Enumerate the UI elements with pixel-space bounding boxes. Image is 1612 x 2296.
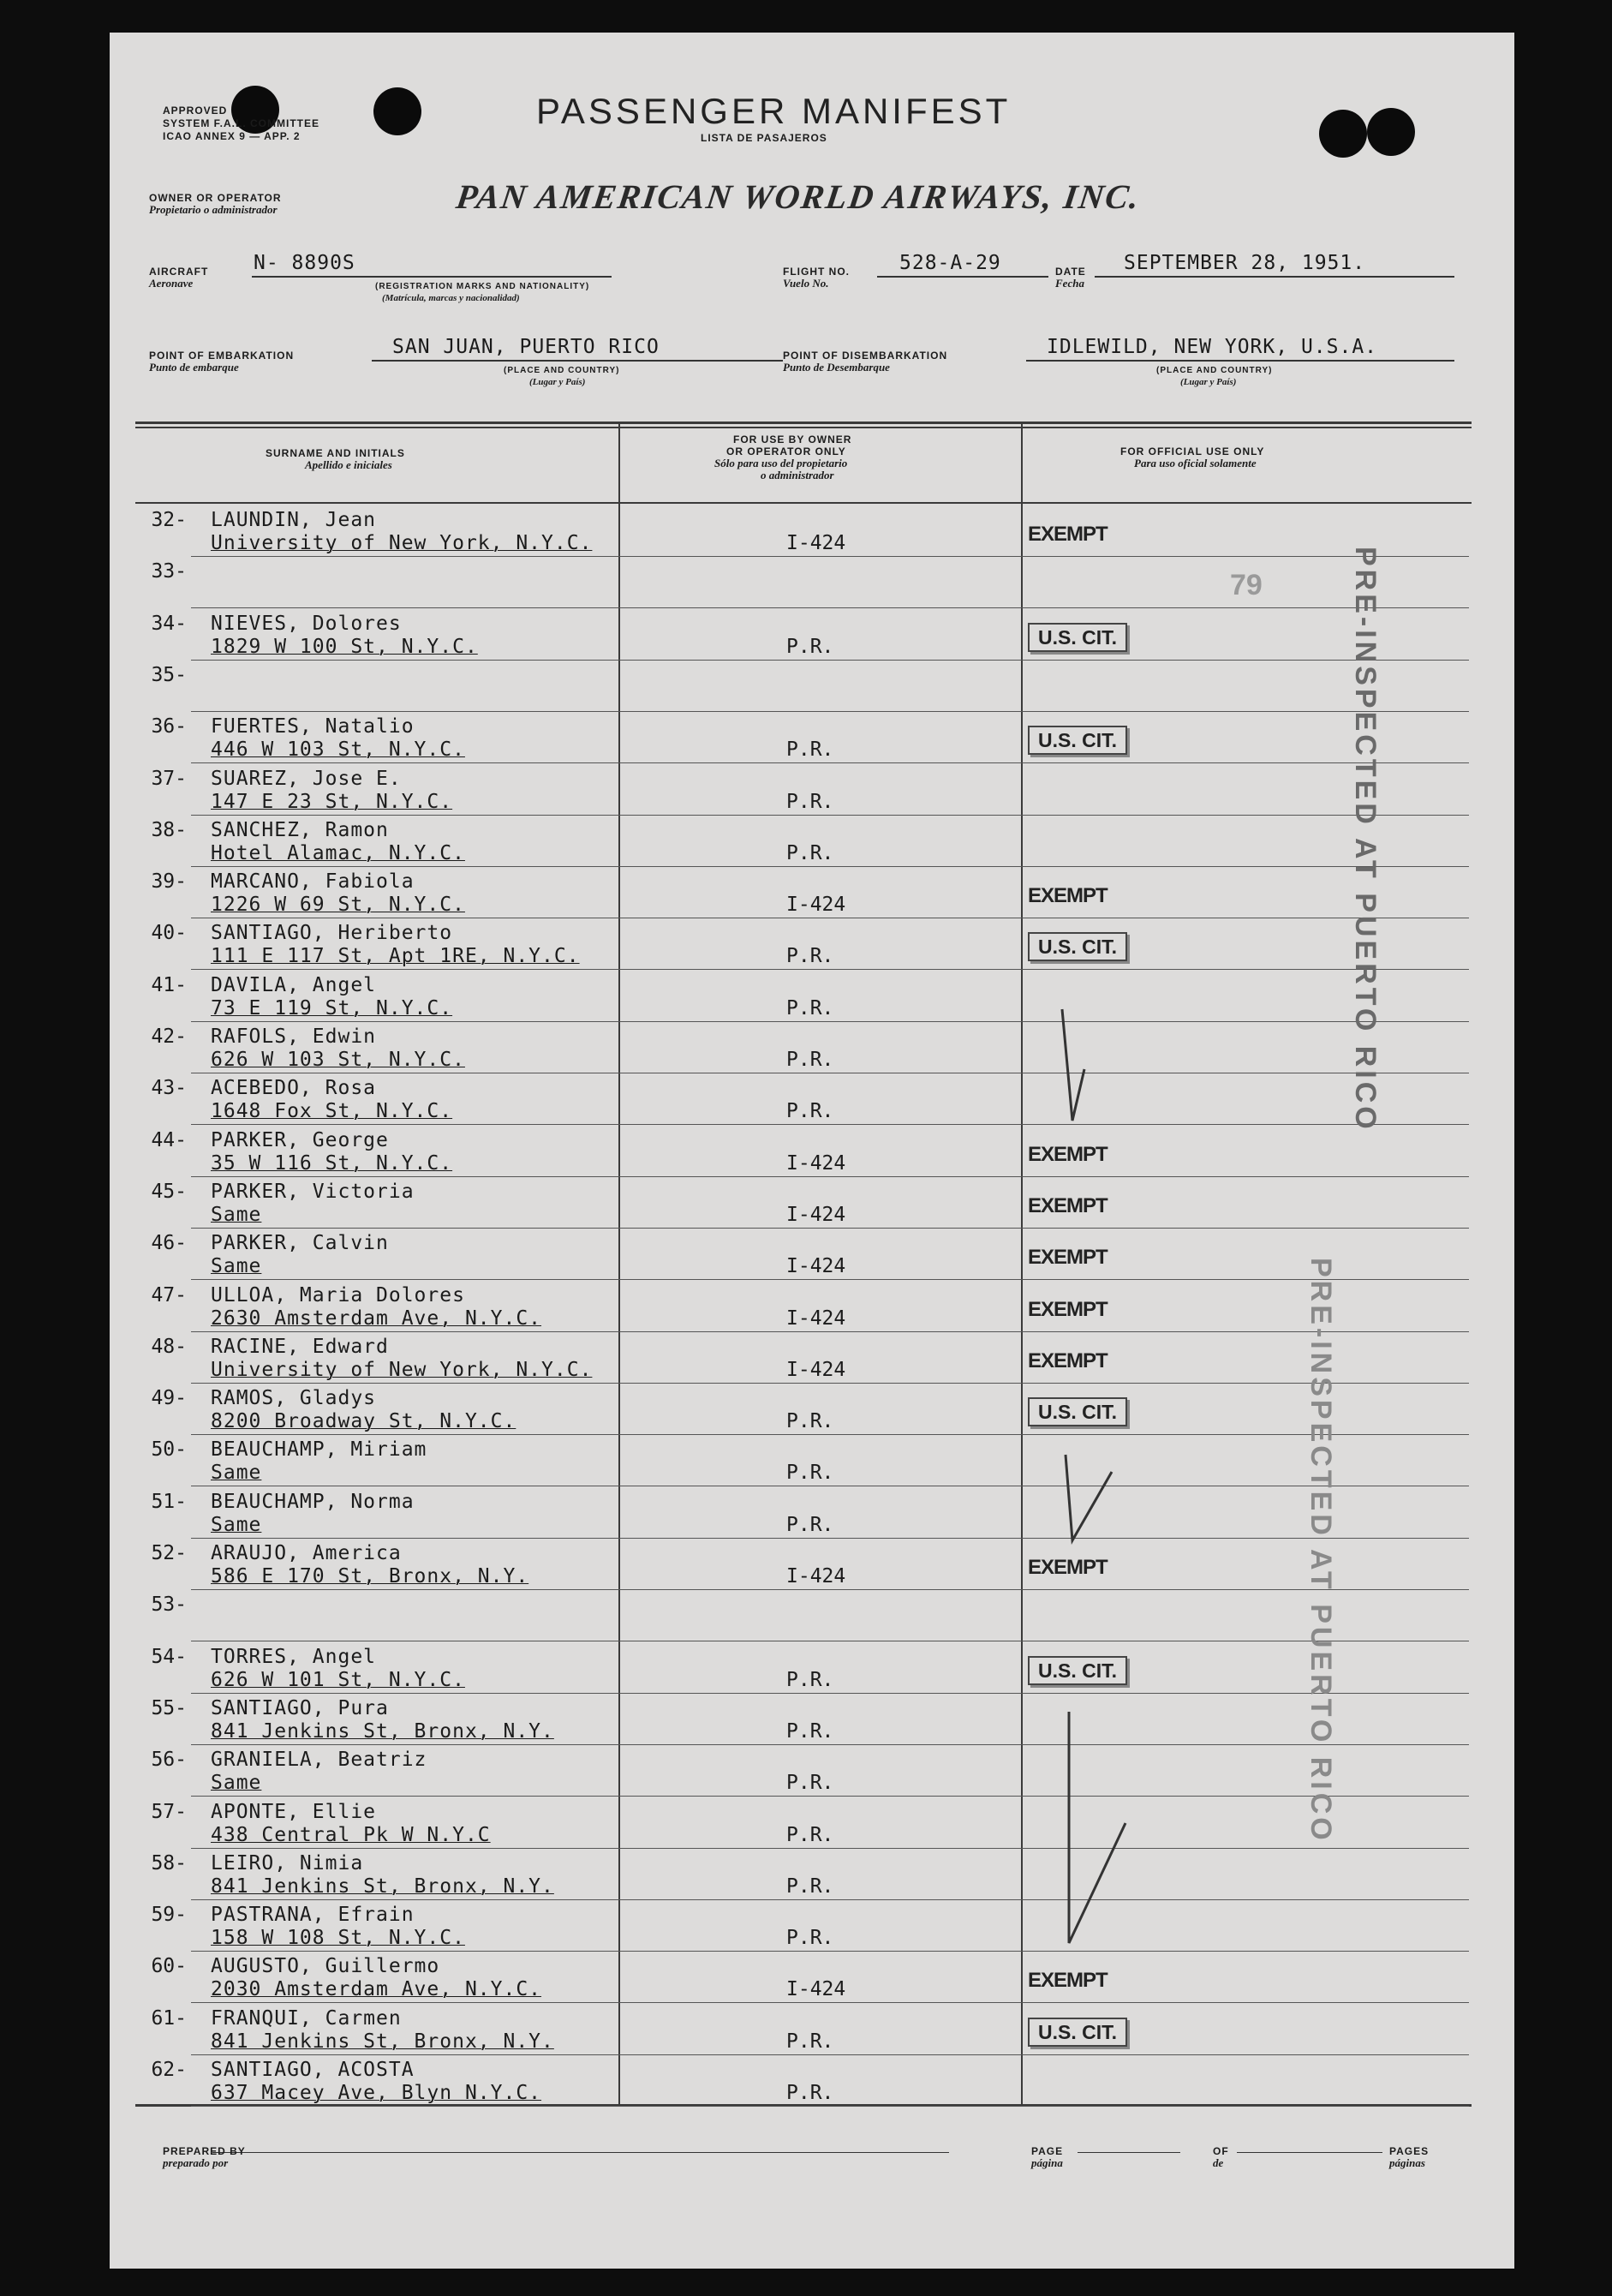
exempt-stamp — [1028, 884, 1108, 908]
passenger-address: 626 W 103 St, N.Y.C. — [211, 1049, 465, 1071]
exempt-stamp-text: EXEMPT — [1028, 1246, 1108, 1270]
citizen-stamp — [1028, 936, 1127, 959]
table-row — [110, 1952, 1514, 2003]
passenger-address: 1829 W 100 St, N.Y.C. — [211, 635, 478, 658]
exempt-stamp-text: EXEMPT — [1028, 1556, 1108, 1579]
row-number: 32- — [151, 509, 187, 531]
row-number: 36- — [151, 715, 187, 738]
row-number: 38- — [151, 818, 187, 841]
preinspected-stamp-2: PRE-INSPECTED AT PUERTO RICO — [1305, 1258, 1337, 1844]
of-underline — [1237, 2152, 1382, 2153]
date-label-es: Fecha — [1055, 277, 1084, 290]
owner-use-code: I-424 — [786, 1151, 846, 1175]
col-header-surname-es: Apellido e iniciales — [305, 458, 392, 471]
embark-underline — [372, 360, 783, 362]
row-number: 56- — [151, 1749, 187, 1772]
row-number: 41- — [151, 973, 187, 996]
table-row — [110, 918, 1514, 970]
margin-number: 79 — [1230, 569, 1263, 601]
col-header-official-es: Para uso oficial solamente — [1134, 457, 1257, 469]
owner-use-code: P.R. — [786, 1927, 834, 1950]
passenger-address: 841 Jenkins St, Bronx, N.Y. — [211, 2030, 554, 2053]
row-number: 50- — [151, 1438, 187, 1462]
table-row — [110, 1177, 1514, 1229]
exempt-stamp-text: EXEMPT — [1028, 1969, 1108, 1993]
page-title: PASSENGER MANIFEST — [536, 91, 1012, 131]
passenger-name: SANCHEZ, Ramon — [211, 818, 389, 841]
table-row — [110, 971, 1514, 1022]
row-number: 58- — [151, 1851, 187, 1874]
passenger-address: 158 W 108 St, N.Y.C. — [211, 1927, 465, 1950]
passenger-name: DAVILA, Angel — [211, 973, 377, 996]
owner-use-code: I-424 — [786, 1255, 846, 1278]
passenger-name: SANTIAGO, ACOSTA — [211, 2059, 415, 2081]
citizen-stamp-text: U.S. CIT. — [1028, 932, 1127, 961]
owner-use-code: P.R. — [786, 996, 834, 1019]
row-number: 60- — [151, 1955, 187, 1978]
embark-label: POINT OF EMBARKATION — [149, 350, 295, 362]
passenger-address: 1648 Fox St, N.Y.C. — [211, 1100, 453, 1123]
date-value: SEPTEMBER 28, 1951. — [1124, 252, 1366, 274]
row-number: 59- — [151, 1904, 187, 1927]
passenger-address: Same — [211, 1513, 262, 1536]
table-row — [110, 557, 1514, 608]
passenger-address: 73 E 119 St, N.Y.C. — [211, 996, 453, 1019]
row-number: 55- — [151, 1696, 187, 1719]
owner-label-es: Propietario o administrador — [149, 203, 278, 216]
date-label: DATE — [1055, 266, 1086, 278]
citizen-stamp-text: U.S. CIT. — [1028, 1397, 1127, 1426]
flight-label: FLIGHT NO. — [783, 266, 850, 278]
passenger-address: 841 Jenkins St, Bronx, N.Y. — [211, 1874, 554, 1898]
passenger-address: Same — [211, 1462, 262, 1485]
owner-use-code: I-424 — [786, 1978, 846, 2001]
page-label-es: página — [1031, 2156, 1063, 2169]
owner-use-code: I-424 — [786, 1565, 846, 1587]
row-number: 42- — [151, 1025, 187, 1048]
embark-hint: (PLACE AND COUNTRY) — [504, 366, 620, 375]
passenger-name: NIEVES, Dolores — [211, 612, 402, 635]
flight-underline — [877, 276, 1048, 278]
col-header-surname: SURNAME AND INITIALS — [266, 447, 405, 459]
table-row — [110, 712, 1514, 763]
passenger-name: LAUNDIN, Jean — [211, 509, 377, 531]
checkmark-icon — [1043, 1420, 1146, 1558]
table-row — [110, 867, 1514, 918]
row-number: 46- — [151, 1232, 187, 1255]
exempt-stamp — [1028, 1556, 1108, 1580]
prepared-label: PREPARED BY — [163, 2145, 246, 2157]
passenger-address: 147 E 23 St, N.Y.C. — [211, 790, 453, 813]
owner-use-code: I-424 — [786, 1306, 846, 1330]
passenger-name: SANTIAGO, Heriberto — [211, 922, 453, 945]
passenger-address: 8200 Broadway St, N.Y.C. — [211, 1410, 516, 1433]
citizen-stamp-text: U.S. CIT. — [1028, 623, 1127, 652]
checkmark-icon — [1043, 975, 1146, 1163]
aircraft-underline — [252, 276, 612, 278]
punch-hole — [1319, 110, 1367, 158]
owner-use-code: I-424 — [786, 894, 846, 917]
owner-use-code: P.R. — [786, 1719, 834, 1743]
row-number: 35- — [151, 663, 187, 686]
owner-use-code: P.R. — [786, 1462, 834, 1485]
table-top-rule-2 — [135, 427, 1472, 428]
row-number: 47- — [151, 1283, 187, 1306]
passenger-name: PARKER, Calvin — [211, 1232, 389, 1255]
exempt-stamp-text: EXEMPT — [1028, 884, 1108, 908]
row-number: 39- — [151, 870, 187, 894]
table-row — [110, 1073, 1514, 1125]
citizen-stamp — [1028, 626, 1127, 649]
row-number: 33- — [151, 560, 187, 583]
passenger-name: MARCANO, Fabiola — [211, 870, 415, 894]
passenger-name: LEIRO, Nimia — [211, 1851, 364, 1874]
passenger-address: 626 W 101 St, N.Y.C. — [211, 1668, 465, 1691]
embark-label-es: Punto de embarque — [149, 361, 239, 374]
col-header-official: FOR OFFICIAL USE ONLY — [1120, 445, 1265, 457]
passenger-name: ARAUJO, America — [211, 1542, 402, 1564]
table-row — [110, 1022, 1514, 1073]
row-rule — [191, 2106, 1469, 2107]
passenger-name: RAMOS, Gladys — [211, 1387, 377, 1410]
flight-value: 528-A-29 — [899, 252, 1001, 274]
passenger-address: 111 E 117 St, Apt 1RE, N.Y.C. — [211, 945, 580, 968]
citizen-stamp — [1028, 729, 1127, 752]
passenger-name: RACINE, Edward — [211, 1335, 389, 1358]
disembark-hint-es: (Lugar y País) — [1180, 377, 1237, 387]
approved-line-2: SYSTEM F.A.L. COMMITTEE — [163, 117, 320, 129]
passenger-address: 446 W 103 St, N.Y.C. — [211, 738, 465, 762]
citizen-stamp-text: U.S. CIT. — [1028, 726, 1127, 755]
row-number: 61- — [151, 2006, 187, 2030]
passenger-name: PARKER, Victoria — [211, 1180, 415, 1203]
passenger-name: APONTE, Ellie — [211, 1800, 377, 1823]
row-number: 44- — [151, 1128, 187, 1151]
passenger-address: Same — [211, 1255, 262, 1278]
of-label: OF — [1213, 2145, 1229, 2157]
row-number: 57- — [151, 1800, 187, 1823]
disembark-value: IDLEWILD, NEW YORK, U.S.A. — [1047, 336, 1378, 358]
row-number: 54- — [151, 1645, 187, 1668]
row-number: 62- — [151, 2059, 187, 2081]
row-number: 34- — [151, 612, 187, 635]
disembark-label: POINT OF DISEMBARKATION — [783, 350, 948, 362]
of-label-es: de — [1213, 2156, 1224, 2169]
passenger-name: FUERTES, Natalio — [211, 715, 415, 738]
passenger-name: TORRES, Angel — [211, 1645, 377, 1668]
checkmark-icon — [1043, 1686, 1163, 1977]
table-row — [110, 1900, 1514, 1952]
passenger-name: ACEBEDO, Rosa — [211, 1077, 377, 1100]
exempt-stamp-text: EXEMPT — [1028, 1142, 1108, 1166]
table-row — [110, 1849, 1514, 1900]
passenger-address: 2630 Amsterdam Ave, N.Y.C. — [211, 1306, 542, 1330]
exempt-stamp — [1028, 1194, 1108, 1218]
page-underline — [1078, 2152, 1180, 2153]
owner-use-code: P.R. — [786, 1049, 834, 1071]
table-header-rule — [135, 502, 1472, 504]
owner-use-code: P.R. — [786, 790, 834, 813]
owner-use-code: P.R. — [786, 2082, 834, 2104]
owner-use-code: P.R. — [786, 841, 834, 864]
date-underline — [1095, 276, 1454, 278]
owner-use-code: I-424 — [786, 532, 846, 554]
passenger-address: 35 W 116 St, N.Y.C. — [211, 1151, 453, 1175]
airline-name: PAN AMERICAN WORLD AIRWAYS, INC. — [453, 177, 1143, 216]
row-number: 52- — [151, 1542, 187, 1564]
col-header-owner-b: OR OPERATOR ONLY — [726, 445, 846, 457]
citizen-stamp-text: U.S. CIT. — [1028, 2018, 1127, 2047]
passenger-name: ULLOA, Maria Dolores — [211, 1283, 465, 1306]
aircraft-label-es: Aeronave — [149, 277, 194, 290]
table-row — [110, 505, 1514, 557]
passenger-address: 586 E 170 St, Bronx, N.Y. — [211, 1565, 529, 1587]
col-header-owner-es-a: Sólo para uso del propietario — [714, 457, 848, 469]
approved-line-1: APPROVED — [163, 105, 228, 117]
citizen-stamp — [1028, 2021, 1127, 2044]
owner-use-code: P.R. — [786, 1410, 834, 1433]
table-row — [110, 816, 1514, 867]
passenger-name: RAFOLS, Edwin — [211, 1025, 377, 1048]
col-header-owner-es-b: o administrador — [761, 469, 834, 481]
passenger-address: 438 Central Pk W N.Y.C — [211, 1823, 491, 1846]
exempt-stamp — [1028, 1349, 1108, 1373]
passenger-address: 1226 W 69 St, N.Y.C. — [211, 894, 465, 917]
row-number: 49- — [151, 1387, 187, 1410]
passenger-name: SANTIAGO, Pura — [211, 1696, 389, 1719]
passenger-name: PARKER, George — [211, 1128, 389, 1151]
passenger-address: 841 Jenkins St, Bronx, N.Y. — [211, 1719, 554, 1743]
punch-hole — [373, 87, 421, 135]
table-top-rule — [135, 422, 1472, 424]
row-number: 53- — [151, 1593, 187, 1617]
table-row — [110, 764, 1514, 816]
flight-label-es: Vuelo No. — [783, 277, 829, 290]
exempt-stamp — [1028, 523, 1108, 547]
row-number: 48- — [151, 1335, 187, 1358]
owner-use-code: P.R. — [786, 2030, 834, 2053]
exempt-stamp — [1028, 1298, 1108, 1322]
row-number: 37- — [151, 767, 187, 790]
manifest-sheet — [110, 33, 1514, 2269]
table-row — [110, 661, 1514, 712]
punch-hole — [1367, 108, 1415, 156]
owner-use-code: P.R. — [786, 1513, 834, 1536]
exempt-stamp-text: EXEMPT — [1028, 1348, 1108, 1372]
preinspected-stamp-1: PRE-INSPECTED AT PUERTO RICO — [1349, 547, 1382, 1133]
passenger-name: FRANQUI, Carmen — [211, 2006, 402, 2030]
disembark-underline — [1026, 360, 1454, 362]
owner-use-code: I-424 — [786, 1203, 846, 1226]
owner-label: OWNER OR OPERATOR — [149, 192, 282, 204]
disembark-label-es: Punto de Desembarque — [783, 361, 890, 374]
approved-line-3: ICAO ANNEX 9 — APP. 2 — [163, 130, 301, 142]
owner-use-code: P.R. — [786, 1668, 834, 1691]
table-row — [110, 2004, 1514, 2055]
passenger-address: Same — [211, 1203, 262, 1226]
row-number: 40- — [151, 922, 187, 945]
owner-use-code: P.R. — [786, 1823, 834, 1846]
row-number: 51- — [151, 1490, 187, 1513]
table-row — [110, 2055, 1514, 2107]
citizen-stamp — [1028, 1659, 1127, 1683]
owner-use-code: I-424 — [786, 1358, 846, 1381]
disembark-hint: (PLACE AND COUNTRY) — [1156, 366, 1273, 375]
page-label: PAGE — [1031, 2145, 1064, 2157]
passenger-address: 637 Macey Ave, Blyn N.Y.C. — [211, 2082, 542, 2104]
owner-use-code: P.R. — [786, 635, 834, 658]
passenger-name: BEAUCHAMP, Norma — [211, 1490, 415, 1513]
prepared-label-es: preparado por — [163, 2156, 229, 2169]
row-number: 45- — [151, 1180, 187, 1203]
passenger-name: PASTRANA, Efrain — [211, 1904, 415, 1927]
citizen-stamp-text: U.S. CIT. — [1028, 1656, 1127, 1685]
exempt-stamp-text: EXEMPT — [1028, 1297, 1108, 1321]
passenger-address: Same — [211, 1772, 262, 1795]
aircraft-value: N- 8890S — [254, 252, 355, 274]
owner-use-code: P.R. — [786, 1874, 834, 1898]
passenger-name: BEAUCHAMP, Miriam — [211, 1438, 427, 1462]
table-row — [110, 609, 1514, 661]
owner-use-code: P.R. — [786, 1772, 834, 1795]
passenger-address: 2030 Amsterdam Ave, N.Y.C. — [211, 1978, 542, 2001]
aircraft-hint: (REGISTRATION MARKS AND NATIONALITY) — [375, 282, 590, 291]
row-number: 43- — [151, 1077, 187, 1100]
prepared-underline — [212, 2152, 949, 2153]
table-row — [110, 1126, 1514, 1177]
passenger-address: Hotel Alamac, N.Y.C. — [211, 841, 465, 864]
exempt-stamp-text: EXEMPT — [1028, 1193, 1108, 1217]
aircraft-hint-es: (Matrícula, marcas y nacionalidad) — [382, 293, 520, 303]
passenger-name: AUGUSTO, Guillermo — [211, 1955, 440, 1978]
passenger-name: GRANIELA, Beatriz — [211, 1749, 427, 1772]
owner-use-code: P.R. — [786, 1100, 834, 1123]
passenger-name: SUAREZ, Jose E. — [211, 767, 402, 790]
owner-use-code: P.R. — [786, 738, 834, 762]
aircraft-label: AIRCRAFT — [149, 266, 209, 278]
exempt-stamp — [1028, 1246, 1108, 1270]
passenger-address: University of New York, N.Y.C. — [211, 1358, 593, 1381]
page-title-es: LISTA DE PASAJEROS — [701, 132, 827, 144]
exempt-stamp-text: EXEMPT — [1028, 523, 1108, 546]
passenger-address: University of New York, N.Y.C. — [211, 532, 593, 554]
owner-use-code: P.R. — [786, 945, 834, 968]
embark-hint-es: (Lugar y País) — [529, 377, 586, 387]
col-header-owner-a: FOR USE BY OWNER — [733, 433, 852, 445]
pages-label: PAGES — [1389, 2145, 1430, 2157]
embark-value: SAN JUAN, PUERTO RICO — [392, 336, 660, 358]
pages-label-es: páginas — [1389, 2156, 1425, 2169]
